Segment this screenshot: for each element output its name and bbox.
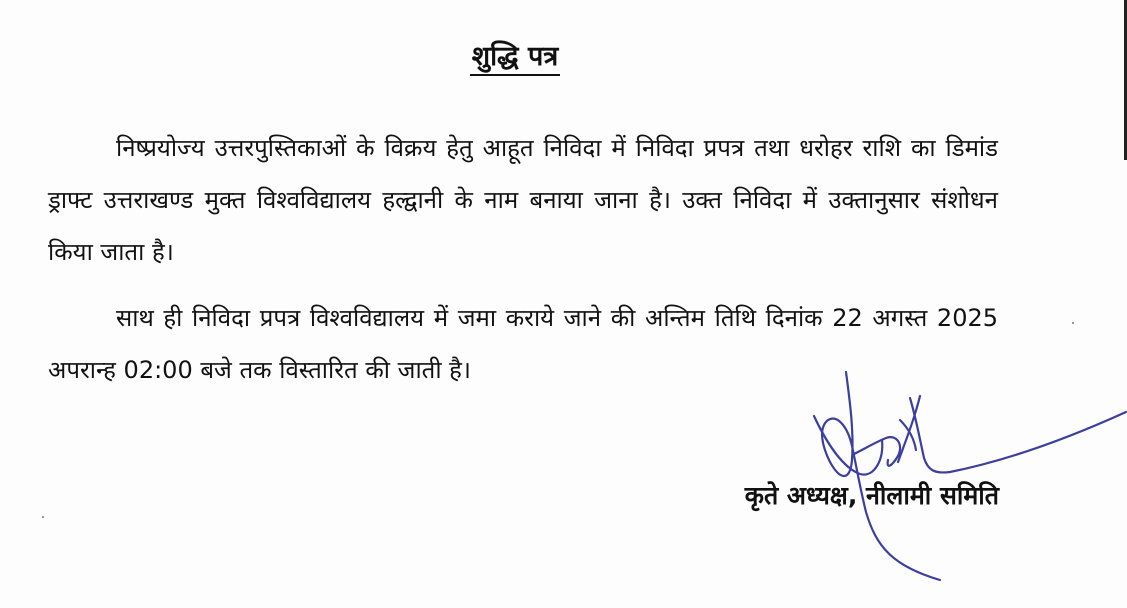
paragraph-deadline	[48, 292, 998, 396]
document-title-text: शुद्धि पत्र	[470, 41, 561, 76]
scan-speck	[42, 516, 44, 518]
paragraph-deadline-text: साथ ही निविदा प्रपत्र विश्वविद्यालय में जमा कराये जाने की अन्तिम तिथि दिनांक 22 अगस्त 2025 अपरान्ह 02:00 बजे तक विस्तारित की जाती है।	[48, 304, 998, 384]
scan-speck	[1072, 322, 1074, 324]
document-title	[0, 36, 1030, 73]
paragraph-correction	[48, 122, 998, 278]
signatory-line: कृते अध्यक्ष, नीलामी समिति	[744, 481, 999, 510]
paragraph-correction-text: निष्प्रयोज्य उत्तरपुस्तिकाओं के विक्रय हेतु आहूत निविदा में निविदा प्रपत्र तथा धरोहर राशि का डिमांड ड्राफ्ट उत्तराखण्ड मुक्त विश्वविद्यालय हल्द्वानी के नाम बनाया जाना है। उक्त निविदा में उक्तानुसार संशोधन किया जाता है।	[48, 134, 998, 266]
